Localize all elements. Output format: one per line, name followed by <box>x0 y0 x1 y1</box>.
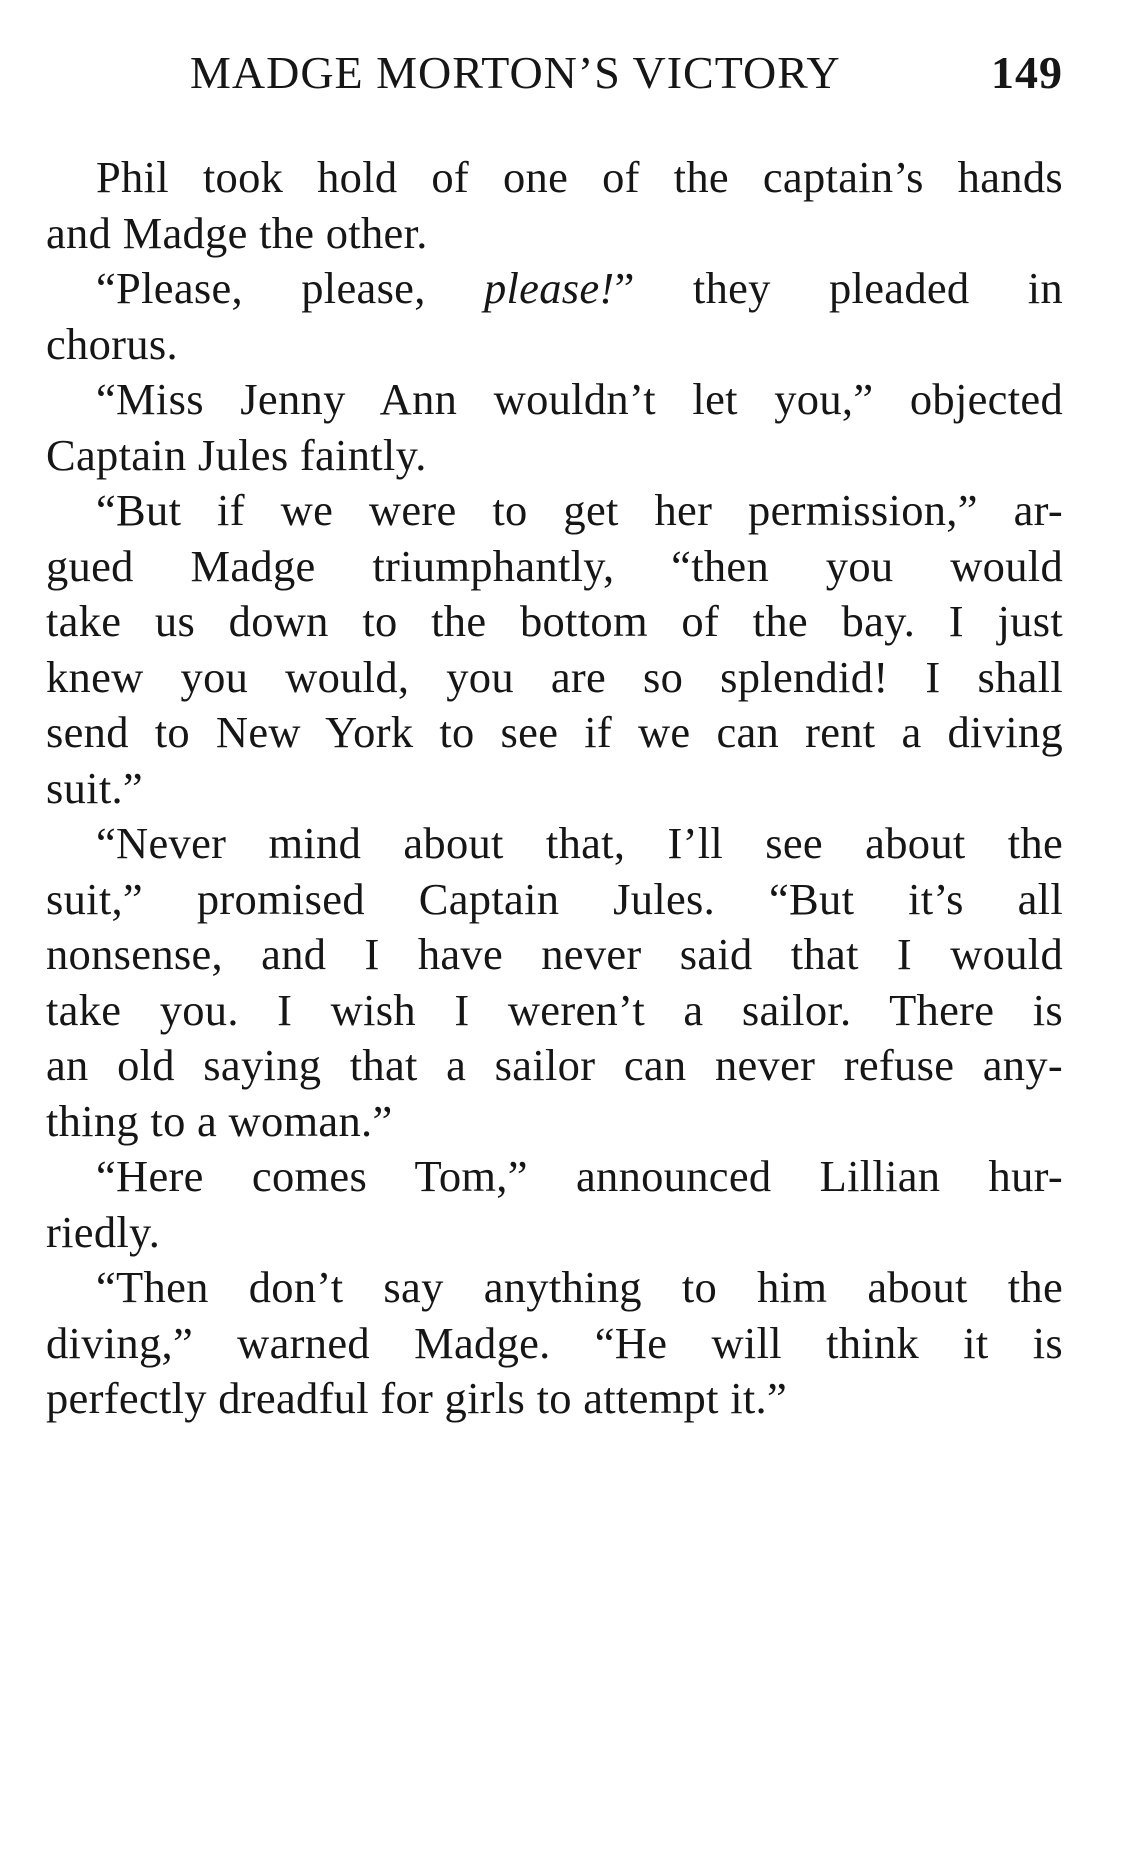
page-header <box>190 38 1063 108</box>
running-title: MADGE MORTON’S VICTORY <box>190 47 841 98</box>
text-run: “Please, please, <box>96 263 484 313</box>
text-line: gued Madge triumphantly, “then you would <box>46 540 1063 591</box>
text-line: suit,” promised Captain Jules. “But it’s all <box>46 873 1063 924</box>
text-run: ” they pleaded in <box>614 263 1063 313</box>
text-line: “But if we were to get her permission,” ar- <box>96 485 1063 535</box>
text-line: and Madge the other. <box>46 207 428 258</box>
text-line: “Then don’t say anything to him about the <box>96 1262 1063 1312</box>
text-line <box>46 261 1063 317</box>
text-line: an old saying that a sailor can never refuse any- <box>46 1040 1063 1090</box>
text-line: knew you would, you are so splendid! I shall <box>46 651 1063 702</box>
text-line: “Here comes Tom,” announced Lillian hur- <box>96 1151 1063 1201</box>
text-line: “Never mind about that, I’ll see about the <box>96 818 1063 868</box>
text-line: nonsense, and I have never said that I would <box>46 929 1063 979</box>
paragraph <box>46 150 1063 261</box>
paragraph <box>46 483 1063 816</box>
text-line: take you. I wish I weren’t a sailor. There is <box>46 984 1063 1035</box>
paragraph <box>46 1260 1063 1427</box>
paragraph <box>46 372 1063 483</box>
text-line: riedly. <box>46 1206 161 1257</box>
paragraph <box>46 1149 1063 1260</box>
text-line: Captain Jules faintly. <box>46 429 427 480</box>
text-line: thing to a woman.” <box>46 1095 393 1146</box>
body-text <box>46 150 1063 1427</box>
text-line: chorus. <box>46 318 178 369</box>
text-line: Phil took hold of one of the captain’s hands <box>96 152 1063 202</box>
text-line: diving,” warned Madge. “He will think it is <box>46 1317 1063 1368</box>
text-line: perfectly dreadful for girls to attempt it.” <box>46 1373 787 1423</box>
text-line: suit.” <box>46 762 143 813</box>
text-line: take us down to the bottom of the bay. I just <box>46 596 1063 646</box>
emphasized-text: please! <box>483 263 615 313</box>
paragraph <box>46 261 1063 372</box>
text-line: “Miss Jenny Ann wouldn’t let you,” objected <box>96 374 1063 424</box>
page-number: 149 <box>991 47 1063 98</box>
text-line: send to New York to see if we can rent a diving <box>46 707 1063 757</box>
paragraph <box>46 816 1063 1149</box>
